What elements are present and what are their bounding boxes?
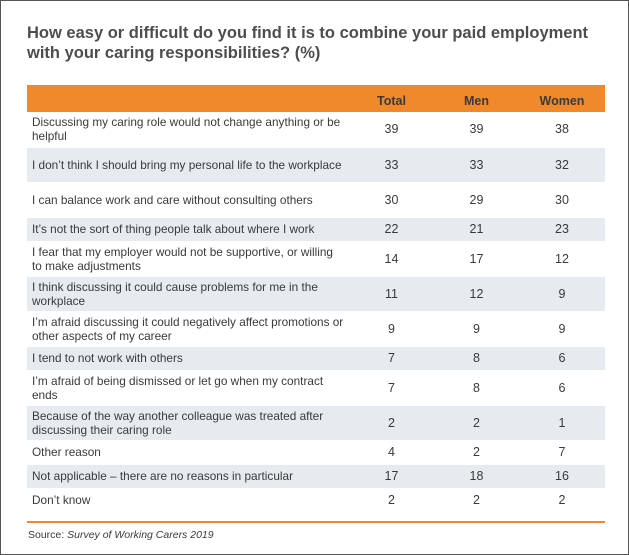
cell-women: 32 [555,157,569,172]
cell-women: 6 [558,351,566,365]
row-label: I don’t think I should bring my personal life to the workplace [32,157,342,172]
cell-total: 22 [384,222,399,236]
cell-men: 29 [469,192,484,207]
table-title: How easy or difficult do you find it is to combine your paid employment with your caring responsibilities? (%) [27,24,589,62]
cell-men: 9 [473,321,480,336]
cell-women: 1 [558,415,566,430]
cell-total: 17 [384,469,399,483]
cell-total: 2 [388,415,395,430]
cell-men: 12 [469,286,484,301]
cell-total: 7 [388,380,395,395]
header-row [27,85,605,112]
row-label: Discussing my caring role would not change anything or be helpful [32,115,341,144]
cell-men: 8 [473,380,480,395]
row-label: I fear that my employer would not be supportive, or willing to make adjustments [32,244,333,273]
table-row [27,217,605,241]
cell-women: 12 [555,251,569,266]
row-label: I tend to not work with others [32,351,183,365]
cell-women: 9 [558,321,566,336]
header-total: Total [377,93,406,108]
row-label: It’s not the sort of thing people talk about where I work [32,222,315,236]
table-row [27,311,605,346]
row-label: I’m afraid discussing it could negatively affect promotions or other aspects of my career [32,314,344,343]
cell-total: 11 [385,286,398,301]
cell-men: 8 [473,351,480,365]
cell-total: 14 [384,251,399,266]
cell-total: 7 [388,351,395,365]
cell-total: 30 [384,192,399,207]
table-row [27,370,605,405]
row-label: I’m afraid of being dismissed or let go when my contract ends [32,373,324,402]
cell-men: 21 [469,222,484,236]
cell-total: 4 [388,445,395,459]
table-row [27,182,605,217]
header-men: Men [464,93,489,108]
cell-women: 2 [558,493,566,507]
cell-women: 30 [555,192,569,207]
cell-total: 2 [388,493,395,507]
header-women: Women [539,93,585,108]
table-row [27,405,605,440]
source-note [28,529,214,541]
table-row [27,276,605,311]
cell-total: 33 [384,157,399,172]
cell-women: 9 [558,286,566,301]
cell-men: 39 [469,122,484,137]
source-prefix: Source: [28,529,68,541]
cell-men: 18 [469,469,484,483]
survey-table [27,85,605,513]
cell-women: 6 [558,380,566,395]
cell-men: 17 [469,251,484,266]
row-label: I think discussing it could cause problems for me in the workplace [32,279,318,308]
table-row [27,112,605,147]
row-label: Don’t know [32,493,91,507]
row-label: Not applicable – there are no reasons in particular [32,469,293,483]
row-label: Because of the way another colleague was treated after discussing their caring role [32,408,324,437]
table-row [27,464,605,488]
cell-men: 33 [469,157,484,172]
cell-total: 9 [388,321,395,336]
cell-men: 2 [473,493,480,507]
cell-women: 16 [555,469,569,483]
row-label: Other reason [32,445,101,459]
table-bottom-rule [27,521,605,523]
cell-total: 39 [384,122,399,137]
table-row [27,488,605,512]
cell-women: 23 [555,222,569,236]
cell-men: 2 [473,415,480,430]
row-label: I can balance work and care without consulting others [32,192,313,207]
table-row [27,147,605,182]
table-row [27,346,605,370]
cell-women: 7 [558,445,566,459]
cell-men: 2 [473,445,480,459]
table-row [27,440,605,464]
header-label [27,85,349,112]
source-name: Survey of Working Carers 2019 [67,529,214,541]
cell-women: 38 [555,122,569,137]
table-row [27,241,605,276]
